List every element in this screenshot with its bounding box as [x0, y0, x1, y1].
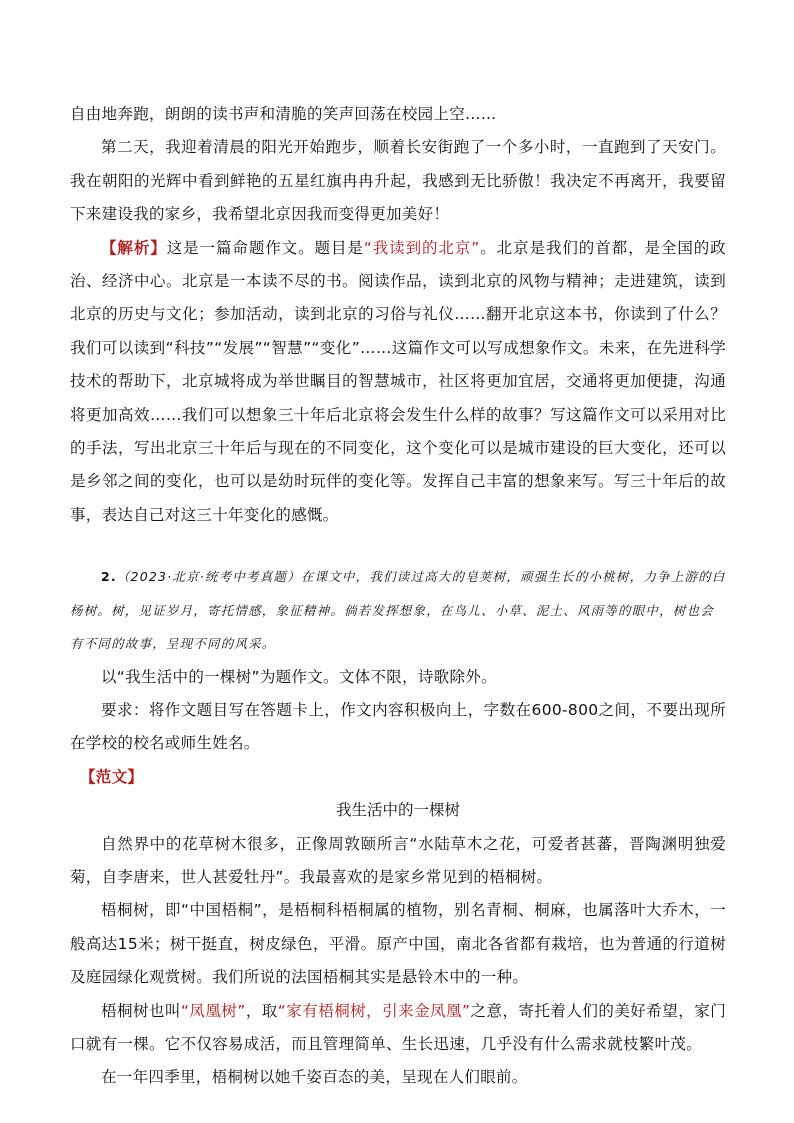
question-number: 2. [101, 569, 117, 585]
essay-paragraph: 第二天，我迎着清晨的阳光开始跑步，顺着长安街跑了一个多小时，一直跑到了天安门。我在朝阳的光辉中看到鲜艳的五星红旗冉冉升起，我感到无比骄傲！我决定不再离开，我要留下来建设我的家乡，我希望北京因我而变得更加美好！ [70, 138, 726, 224]
page-content [70, 98, 726, 1095]
question-prompt [70, 560, 726, 660]
model-essay-title: 我生活中的一棵树 [335, 801, 460, 820]
model-essay-paragraph: 在一年四季里，梧桐树以她千姿百态的美，呈现在人们眼前。 [101, 1068, 528, 1087]
highlight-phrase: “家有梧桐树，引来金凤凰” [277, 1001, 471, 1020]
analysis-text: 这是一篇命题作文。题目是 [166, 238, 364, 257]
question-prompt-text: 在课文中，我们读过高大的皂荚树，顽强生长的小桃树，力争上游的白杨树。树，见证岁月，寄托情感，象征精神。倘若发挥想象，在鸟儿、小草、泥土、风雨等的眼中，树也会有不同的故事，呈现不同的风采。 [70, 569, 726, 652]
essay-paragraph: 自由地奔跑，朗朗的读书声和清脆的笑声回荡在校园上空…… [70, 105, 497, 123]
model-essay-paragraph: 梧桐树也叫“凤凰树”，取“家有梧桐树，引来金凤凰”之意，寄托着人们的美好希望，家门口就有一棵。它不仅容易成活，而且管理简单、生长迅速，几乎没有什么需求就枝繁叶茂。 [70, 1001, 726, 1053]
model-essay-paragraph: 梧桐树，即“中国梧桐”，是梧桐科梧桐属的植物，别名青桐、桐麻，也属落叶大乔木，一般高达15米；树干挺直，树皮绿色，平滑。原产中国，南北各省都有栽培，也为普通的行道树及庭园绿化观赏树。我们所说的法国梧桐其实是悬铃木中的一种。 [70, 901, 726, 987]
spacer [70, 532, 726, 560]
model-essay-label: 【范文】 [80, 767, 144, 786]
question-requirement: 要求：将作文题目写在答题卡上，作文内容积极向上，字数在600-800之间，不要出现所在学校的校名或师生姓名。 [70, 700, 726, 753]
highlight-phrase: “凤凰树” [180, 1001, 246, 1020]
model-essay-paragraph: 自然界中的花草树木很多，正像周敦颐所言“水陆草木之花，可爱者甚蕃，晋陶渊明独爱菊，自李唐来，世人甚爱牡丹”。我最喜欢的是家乡常见到的梧桐树。 [70, 834, 726, 886]
analysis-label: 【解析】 [101, 238, 167, 257]
analysis-paragraph [70, 232, 726, 533]
analysis-topic: “我读到的北京” [363, 238, 480, 257]
question-instruction: 以“我生活中的一棵树”为题作文。文体不限，诗歌除外。 [101, 667, 497, 686]
question-source: （2023·北京·统考中考真题） [116, 569, 301, 585]
analysis-text: 。北京是我们的首都，是全国的政治、经济中心。北京是一本读不尽的书。阅读作品，读到北京的风物与精神；走进建筑，读到北京的历史与文化；参加活动，读到北京的习俗与礼仪……翻开北京这本书，你读到了什么？我们可以读到“科技”“发展”“智慧”“变化”……这篇作文可以写成想象作文。未来，在先进科学技术的帮助下，北京城将成为举世瞩目的智慧城市，社区将更加宜居，交通将更加便捷，沟通将更加高效……我们可以想象三十年后北京将会发生什么样的故事？写这篇作文可以采用对比的手法，写出北京三十年后与现在的不同变化，这个变化可以是城市建设的巨大变化，还可以是乡邻之间的变化，也可以是幼时玩伴的变化等。发挥自己丰富的想象来写。写三十年后的故事，表达自己对这三十年变化的感慨。 [70, 238, 726, 524]
